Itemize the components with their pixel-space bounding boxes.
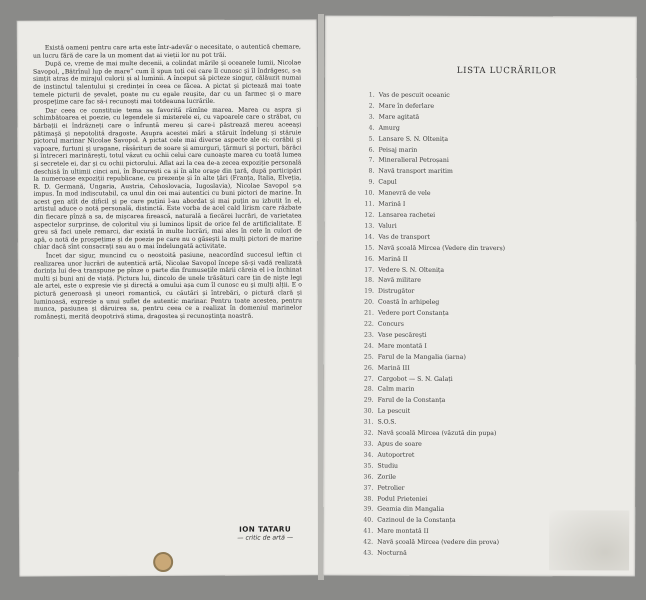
work-number: 24. bbox=[363, 342, 374, 350]
work-number: 15. bbox=[364, 244, 375, 252]
work-number: 8. bbox=[368, 167, 375, 175]
works-list-item bbox=[364, 178, 624, 190]
work-number: 34. bbox=[363, 451, 374, 459]
work-number: 36. bbox=[363, 473, 374, 481]
works-list-item bbox=[364, 352, 624, 364]
work-title: S.O.S. bbox=[377, 418, 397, 426]
work-title: Marină I bbox=[378, 200, 406, 208]
work-title: Vedere port Constanța bbox=[377, 309, 449, 318]
work-title: Mare montată II bbox=[377, 527, 429, 536]
work-number: 32. bbox=[363, 429, 374, 437]
work-title: Podul Prieteniei bbox=[377, 495, 428, 503]
works-list-item bbox=[363, 440, 623, 452]
works-list-item bbox=[364, 407, 624, 419]
works-list-item bbox=[364, 320, 624, 332]
work-title: Mare agitată bbox=[378, 113, 420, 121]
work-title: Lansare S. N. Oltenița bbox=[378, 135, 449, 143]
work-title: Peisaj marin bbox=[378, 146, 418, 154]
work-title: Distrugător bbox=[378, 287, 415, 296]
works-list-item bbox=[364, 374, 624, 386]
work-title: Lansarea rachetei bbox=[378, 211, 436, 219]
author-signature bbox=[237, 524, 293, 541]
work-number: 16. bbox=[364, 255, 375, 263]
work-number: 11. bbox=[364, 200, 375, 208]
work-number: 21. bbox=[364, 309, 374, 317]
author-role: — critic de artă — bbox=[237, 534, 294, 542]
works-list-item bbox=[364, 167, 624, 179]
work-number: 23. bbox=[364, 331, 374, 339]
work-number: 35. bbox=[363, 462, 374, 470]
works-list-item bbox=[364, 232, 624, 244]
work-title: Studiu bbox=[377, 462, 399, 470]
work-title: Geamia din Mangalia bbox=[377, 506, 445, 514]
work-title: Apus de soare bbox=[377, 440, 422, 448]
work-number: 28. bbox=[363, 386, 374, 394]
work-title: Cargobot — S. N. Galați bbox=[377, 375, 453, 383]
essay-paragraph: Încet dar sigur, muncind cu o neostoită pasiune, neacordînd succesul ieftin ci realizarea unor lucrări de autentică artă, Nicolae Savopol începe să-și vadă realizată dorința lui de-a transpune pe pînze o parte din frumusețile mării căreia el i-a închinat multi și buni ani de viață. Pictura lui, dincolo de unele trăsături care țin de niște legi ale artei, este o expresie vie și directă a omului așa cum îl cunosc eu și mulți alții. E o pictură generoasă și uneori romantică, cu căutări și întrebări, o pictură clară și luminoasă, expresie a unui suflet de autentic marinar. Pentru toate acestea, pentru munca, pasiunea și dăruirea sa, pentru ceea ce a realizat în domeniul marinelor românești, merită deopotrivă stima, dragostea și recunoștința noastră. bbox=[33, 251, 303, 321]
works-list-item bbox=[364, 265, 624, 277]
essay-paragraph: Dar ceea ce constituie tema sa favorită rămîne marea. Marea cu aspra și schimbătoarea ei poezie, cu legendele și misterele ei, cu vapoarele care o străbat, cu bărbații ei îndrăzneți care o înfruntă mereu și care-i păstrează mereu aceeași pătimașă și nepotolită dragoste. Asupra acestei mări a stăruit îndelung și stăruie pictorul marinar Nicolae Savopol. A pictat cele mai diverse aspecte ale ei: corăbii și vapoare, furtuni și uragane, răsărituri de soare și amurguri, țărmuri și porturi, bărăci și întreceri marinărești, totul văzut cu ochii celui care cunoaște marea cu toată lumea și secretele ei, dar și cu ochii pictorului. Aflat azi la cea de-a zecea expoziție personală deschisă în ultimii cinci ani, în București ca și în alte orașe din țară, după participări la numeroase expoziții republicane, cu prezențe și în alte țări (Franța, Italia, Elveția, R. D. Germană, Ungaria, Austria, Cehoslovacia, Iugoslavia), Nicolae Savopol s-a impus. În mod indiscutabil, ca unul din cei mai autentici cu buni pictori de marine. În acest gen atît de dificil și pe care puțini l-au abordat și mai puțin au izbutit în el, artistul aduce o notă personală, distinctă. Este vorba de acel cald lirism care răzbate din fiecare pînză a sa, de mișcarea firească, naturală a fiecărei lucrări, de varietatea aspectelor surprinse, de coloritul viu și luminos lipsit de orice fel de artificialitate. E greu să faci unele remarci, dar există în multe lucrări, mai ales în cele în culori de apă, o notă de prospețime și de poezie pe care nu o găsești la mulți pictori de marine chiar dacă sînt consacrați sau au o mai îndelungată activitate. bbox=[33, 106, 302, 252]
work-title: Capul bbox=[378, 178, 397, 186]
works-list-item bbox=[364, 341, 624, 353]
work-title: Navă școală Mircea (Vedere din travers) bbox=[378, 244, 506, 252]
work-number: 43. bbox=[363, 549, 374, 557]
works-list-item bbox=[364, 211, 624, 223]
work-title: Farul de la Constanța bbox=[377, 397, 446, 405]
work-title: Mare montată I bbox=[377, 342, 427, 350]
punch-hole bbox=[153, 552, 173, 572]
work-number: 6. bbox=[368, 146, 375, 154]
works-list-item bbox=[364, 243, 624, 255]
work-number: 5. bbox=[368, 135, 375, 143]
work-number: 18. bbox=[364, 277, 375, 285]
works-list-title: LISTA LUCRĂRILOR bbox=[456, 65, 557, 77]
work-number: 17. bbox=[364, 266, 375, 274]
works-list-item bbox=[365, 123, 625, 135]
essay-paragraph: După ce, vreme de mai multe decenii, a colindat mările și oceanele lumii, Nicolae Savopol, „Bătrînul lup de mare” cum îl spun toți cei care îl cunosc și îl îndrăgesc, s-a simțit atras de mirajul culorii și al luminii. A început să picteze singur, călăuzit numai de instinctul talentului și credinței în ceea ce făcea. A pictat și pictează mai toate temele picturii de șevalet, poate nu cu egale reușite, dar cu un farmec și o mare prospețime care fac să-i recunoști mai totdeauna lucrările. bbox=[32, 59, 302, 106]
work-title: Calm marin bbox=[377, 386, 415, 394]
work-number: 38. bbox=[363, 495, 374, 503]
work-number: 9. bbox=[368, 178, 375, 186]
work-title: Farul de la Mangalia (iarna) bbox=[377, 353, 466, 361]
work-title: Marină III bbox=[377, 364, 410, 372]
works-list-item bbox=[364, 396, 624, 408]
work-number: 14. bbox=[364, 233, 375, 241]
work-number: 12. bbox=[364, 211, 375, 219]
works-list-item bbox=[364, 221, 624, 233]
work-number: 13. bbox=[364, 222, 375, 230]
works-list bbox=[363, 91, 625, 561]
work-title: Amurg bbox=[378, 124, 400, 132]
essay-paragraph: Există oameni pentru care arta este într-adevăr o necesitate, o autentică chemare, un lucru fără de care la un moment dat ai vieții lor nu pot trăi. bbox=[32, 43, 301, 60]
work-title: Navă școală Mircea (vedere din prova) bbox=[377, 538, 500, 547]
work-number: 25. bbox=[363, 353, 374, 361]
works-list-item bbox=[364, 189, 624, 201]
work-title: Concurs bbox=[377, 320, 404, 328]
work-title: Navă militare bbox=[378, 277, 421, 285]
author-name: ION TATARU bbox=[239, 524, 292, 534]
work-number: 31. bbox=[363, 418, 374, 426]
works-list-item bbox=[363, 429, 623, 441]
works-list-item bbox=[364, 298, 624, 310]
work-number: 2. bbox=[368, 102, 375, 110]
work-title: Vas de pescuit oceanic bbox=[378, 91, 450, 99]
works-list-item bbox=[364, 276, 624, 288]
works-list-item bbox=[364, 309, 624, 321]
works-list-item bbox=[364, 156, 624, 168]
works-list-item bbox=[365, 134, 625, 146]
work-number: 29. bbox=[363, 396, 374, 405]
right-page bbox=[323, 15, 637, 576]
work-number: 22. bbox=[364, 320, 374, 328]
paper-stain bbox=[549, 510, 629, 570]
work-number: 3. bbox=[368, 113, 375, 121]
works-list-item bbox=[365, 91, 625, 103]
work-title: Mineralieral Petroșani bbox=[378, 157, 449, 165]
works-list-item bbox=[363, 483, 623, 495]
work-title: Vase pescărești bbox=[377, 331, 427, 339]
work-title: Valuri bbox=[378, 222, 397, 230]
works-list-item bbox=[364, 200, 624, 212]
works-list-item bbox=[363, 461, 623, 473]
work-title: Vas de transport bbox=[378, 233, 430, 241]
work-title: Nocturnă bbox=[377, 549, 407, 557]
works-list-item bbox=[364, 254, 624, 266]
work-number: 39. bbox=[363, 506, 374, 514]
work-title: Coastă în arhipeleg bbox=[377, 298, 440, 307]
work-number: 7. bbox=[368, 157, 375, 165]
work-number: 41. bbox=[363, 527, 374, 535]
essay-text bbox=[33, 43, 302, 322]
work-number: 33. bbox=[363, 440, 374, 448]
works-list-item bbox=[364, 363, 624, 375]
works-list-item bbox=[364, 331, 624, 343]
left-page bbox=[17, 19, 319, 576]
work-title: Zorile bbox=[377, 473, 396, 481]
work-title: Mare în deferlare bbox=[378, 102, 435, 110]
works-list-item bbox=[363, 472, 623, 484]
works-list-item bbox=[364, 145, 624, 157]
work-title: Cazinoul de la Constanța bbox=[377, 516, 456, 525]
work-number: 20. bbox=[364, 298, 374, 306]
works-list-item bbox=[363, 451, 623, 463]
work-title: La pescuit bbox=[377, 407, 411, 416]
work-title: Navă școală Mircea (văzută din pupa) bbox=[377, 429, 497, 438]
work-number: 40. bbox=[363, 516, 374, 524]
works-list-item bbox=[364, 418, 624, 430]
work-number: 10. bbox=[364, 189, 375, 197]
work-number: 30. bbox=[363, 407, 374, 415]
work-title: Vedere S. N. Oltenița bbox=[378, 266, 445, 274]
work-number: 42. bbox=[363, 538, 374, 546]
work-title: Navă transport maritim bbox=[378, 167, 453, 176]
work-title: Manevră de vele bbox=[378, 189, 431, 197]
work-number: 27. bbox=[363, 375, 374, 383]
work-title: Petrolier bbox=[377, 484, 405, 492]
works-list-item bbox=[364, 385, 624, 397]
work-number: 26. bbox=[363, 364, 374, 372]
work-number: 1. bbox=[368, 91, 375, 99]
work-title: Autoportret bbox=[377, 451, 415, 459]
work-number: 37. bbox=[363, 484, 374, 492]
works-list-item bbox=[363, 494, 623, 506]
work-number: 4. bbox=[368, 124, 375, 132]
works-list-item bbox=[365, 112, 625, 124]
works-list-item bbox=[364, 287, 624, 299]
work-number: 19. bbox=[364, 287, 375, 295]
work-title: Marină II bbox=[378, 255, 408, 263]
works-list-item bbox=[365, 102, 625, 114]
